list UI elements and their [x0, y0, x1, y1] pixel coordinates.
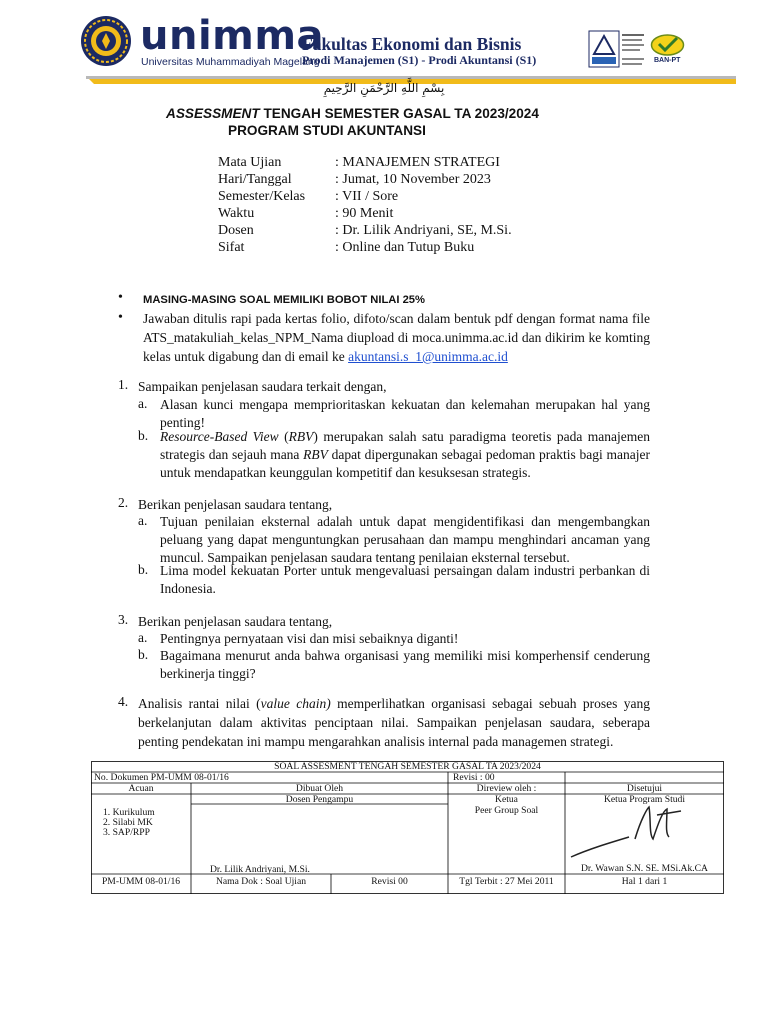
question-text: Berikan penjelasan saudara tentang,	[138, 614, 333, 629]
table-title: SOAL ASSESMENT TENGAH SEMESTER GASAL TA 2023/2024	[274, 761, 541, 772]
weight-note: MASING-MASING SOAL MEMILIKI BOBOT NILAI 25%	[143, 294, 425, 306]
question-text: Berikan penjelasan saudara tentang,	[138, 497, 333, 512]
submission-instructions: Jawaban ditulis rapi pada kertas folio, difoto/scan dalam bentuk pdf dengan format nama file ATS_matakuliah_kelas_NPM_Nama diupload di moca.unimma.ac.id dan dikirim ke komting kelas untuk digabung dan di email ke akuntansi.s_1@unimma.ac.id	[143, 311, 650, 364]
email-link[interactable]: akuntansi.s_1@unimma.ac.id	[348, 349, 508, 364]
approver-name: Dr. Wawan S.N. SE. MSi.Ak.CA	[581, 863, 708, 874]
info-value-lecturer: : Dr. Lilik Andriyani, SE, M.Si.	[335, 223, 512, 238]
exam-title: ASSESSMENT TENGAH SEMESTER GASAL TA 2023/2024	[166, 106, 539, 121]
info-label-time: Waktu	[218, 206, 255, 221]
bullet-dot: •	[118, 290, 123, 305]
info-value-semester: : VII / Sore	[335, 189, 399, 204]
brand-name: unimma	[140, 13, 325, 59]
approver-title: Ketua Program Studi	[603, 794, 685, 805]
faculty-name: Fakultas Ekonomi dan Bisnis	[302, 34, 522, 54]
signature	[569, 799, 699, 869]
info-label-date: Hari/Tanggal	[218, 172, 292, 187]
header-acuan: Acuan	[128, 783, 154, 794]
footer-issue-date: Tgl Terbit : 27 Mei 2011	[459, 876, 554, 887]
subquestion-label: a.	[138, 396, 148, 411]
subquestion-label: a.	[138, 513, 148, 528]
footer-code: PM-UMM 08-01/16	[101, 876, 181, 887]
subquestion-label: b.	[138, 562, 149, 577]
document-control-table	[91, 761, 724, 894]
acuan-item: 1. Kurikulum	[103, 807, 155, 818]
ban-pt-label: BAN-PT	[654, 57, 681, 64]
question-number: 2.	[118, 495, 129, 510]
question-number: 4.	[118, 694, 129, 709]
info-label-lecturer: Dosen	[218, 223, 254, 238]
iso-certification-badge	[588, 30, 646, 68]
question-text: Sampaikan penjelasan saudara terkait dengan,	[138, 379, 387, 394]
subquestion-text: Lima model kekuatan Porter untuk mengevaluasi persaingan dalam industri perbankan di Indonesia.	[160, 563, 650, 596]
info-label-semester: Semester/Kelas	[218, 189, 306, 204]
brand-subtitle: Universitas Muhammadiyah Magelang	[141, 56, 320, 68]
basmalah-calligraphy: بِسْمِ اللَّهِ الرَّحْمَنِ الرَّحِيمِ	[323, 81, 445, 95]
reviewer-peer-group: Peer Group Soal	[474, 805, 539, 816]
subquestion-text: Pentingnya pernyataan visi dan misi sebaiknya diganti!	[160, 631, 459, 646]
info-value-time: : 90 Menit	[335, 206, 394, 221]
subquestion-label: b.	[138, 647, 149, 662]
subquestion-text: Tujuan penilaian eksternal adalah untuk dapat mengidentifikasi dan mengembangkan peluang yang dapat menguntungkan perusahaan dan mampu menghindari ancaman yang muncul. Sampaikan penjelasan saudara tentang penilaian eksternal tersebut.	[160, 514, 650, 565]
footer-document-name: Nama Dok : Soal Ujian	[215, 876, 307, 887]
header-direview-oleh: Direview oleh :	[476, 783, 537, 794]
header-dibuat-oleh: Dibuat Oleh	[295, 783, 344, 794]
subquestion-label: b.	[138, 428, 149, 443]
revision: Revisi : 00	[453, 772, 495, 783]
footer-page-number: Hal 1 dari 1	[621, 876, 668, 887]
question-text: Analisis rantai nilai (value chain) memperlihatkan organisasi sebagai sebuah proses yang berkelanjutan dalam aktivitas penciptaan nilai. Sampaikan penjelasan saudara, seberapa penting pendekatan ini mampu mengarahkan analisis internal pada managemen strategi.	[138, 696, 650, 749]
question-number: 3.	[118, 612, 129, 627]
lecturer-name: Dr. Lilik Andriyani, M.Si.	[210, 864, 310, 875]
info-value-subject: : MANAJEMEN STRATEGI	[335, 155, 500, 170]
header-disetujui: Disetujui	[626, 783, 663, 794]
bullet-dot: •	[118, 310, 123, 325]
acuan-item: 3. SAP/RPP	[103, 827, 150, 838]
document-number: No. Dokumen PM-UMM 08-01/16	[94, 772, 229, 783]
exam-program: PROGRAM STUDI AKUNTANSI	[228, 123, 426, 138]
subquestion-text: Bagaimana menurut anda bahwa organisasi yang memiliki misi komperhensif cenderung berkinerja tinggi?	[160, 648, 650, 681]
reviewer-ketua: Ketua	[495, 794, 518, 805]
subquestion-label: a.	[138, 630, 148, 645]
question-number: 1.	[118, 377, 129, 392]
info-label-subject: Mata Ujian	[218, 155, 282, 170]
info-value-date: : Jumat, 10 November 2023	[335, 172, 491, 187]
program-names: Prodi Manajemen (S1) - Prodi Akuntansi (S1)	[302, 53, 537, 67]
university-logo	[80, 15, 132, 67]
info-value-type: : Online dan Tutup Buku	[335, 240, 475, 255]
subquestion-text: Alasan kunci mengapa memprioritaskan kekuatan dan kelemahan merupakan hal yang penting!	[160, 397, 650, 430]
acuan-item: 2. Silabi MK	[103, 817, 153, 828]
info-label-type: Sifat	[218, 240, 245, 255]
footer-revision: Revisi 00	[371, 876, 408, 887]
subquestion-text: Resource-Based View (RBV) merupakan salah satu paradigma teoretis pada manajemen strategis dan sejauh mana RBV dapat dipergunakan sebagai pedoman praktis bagi manajer untuk mendapatkan keunggulan kompetitif dan kesuksesan strategis.	[160, 429, 650, 480]
header-divider-bar	[86, 71, 736, 79]
header-dosen-pengampu: Dosen Pengampu	[285, 794, 354, 805]
ban-pt-badge	[650, 32, 685, 68]
